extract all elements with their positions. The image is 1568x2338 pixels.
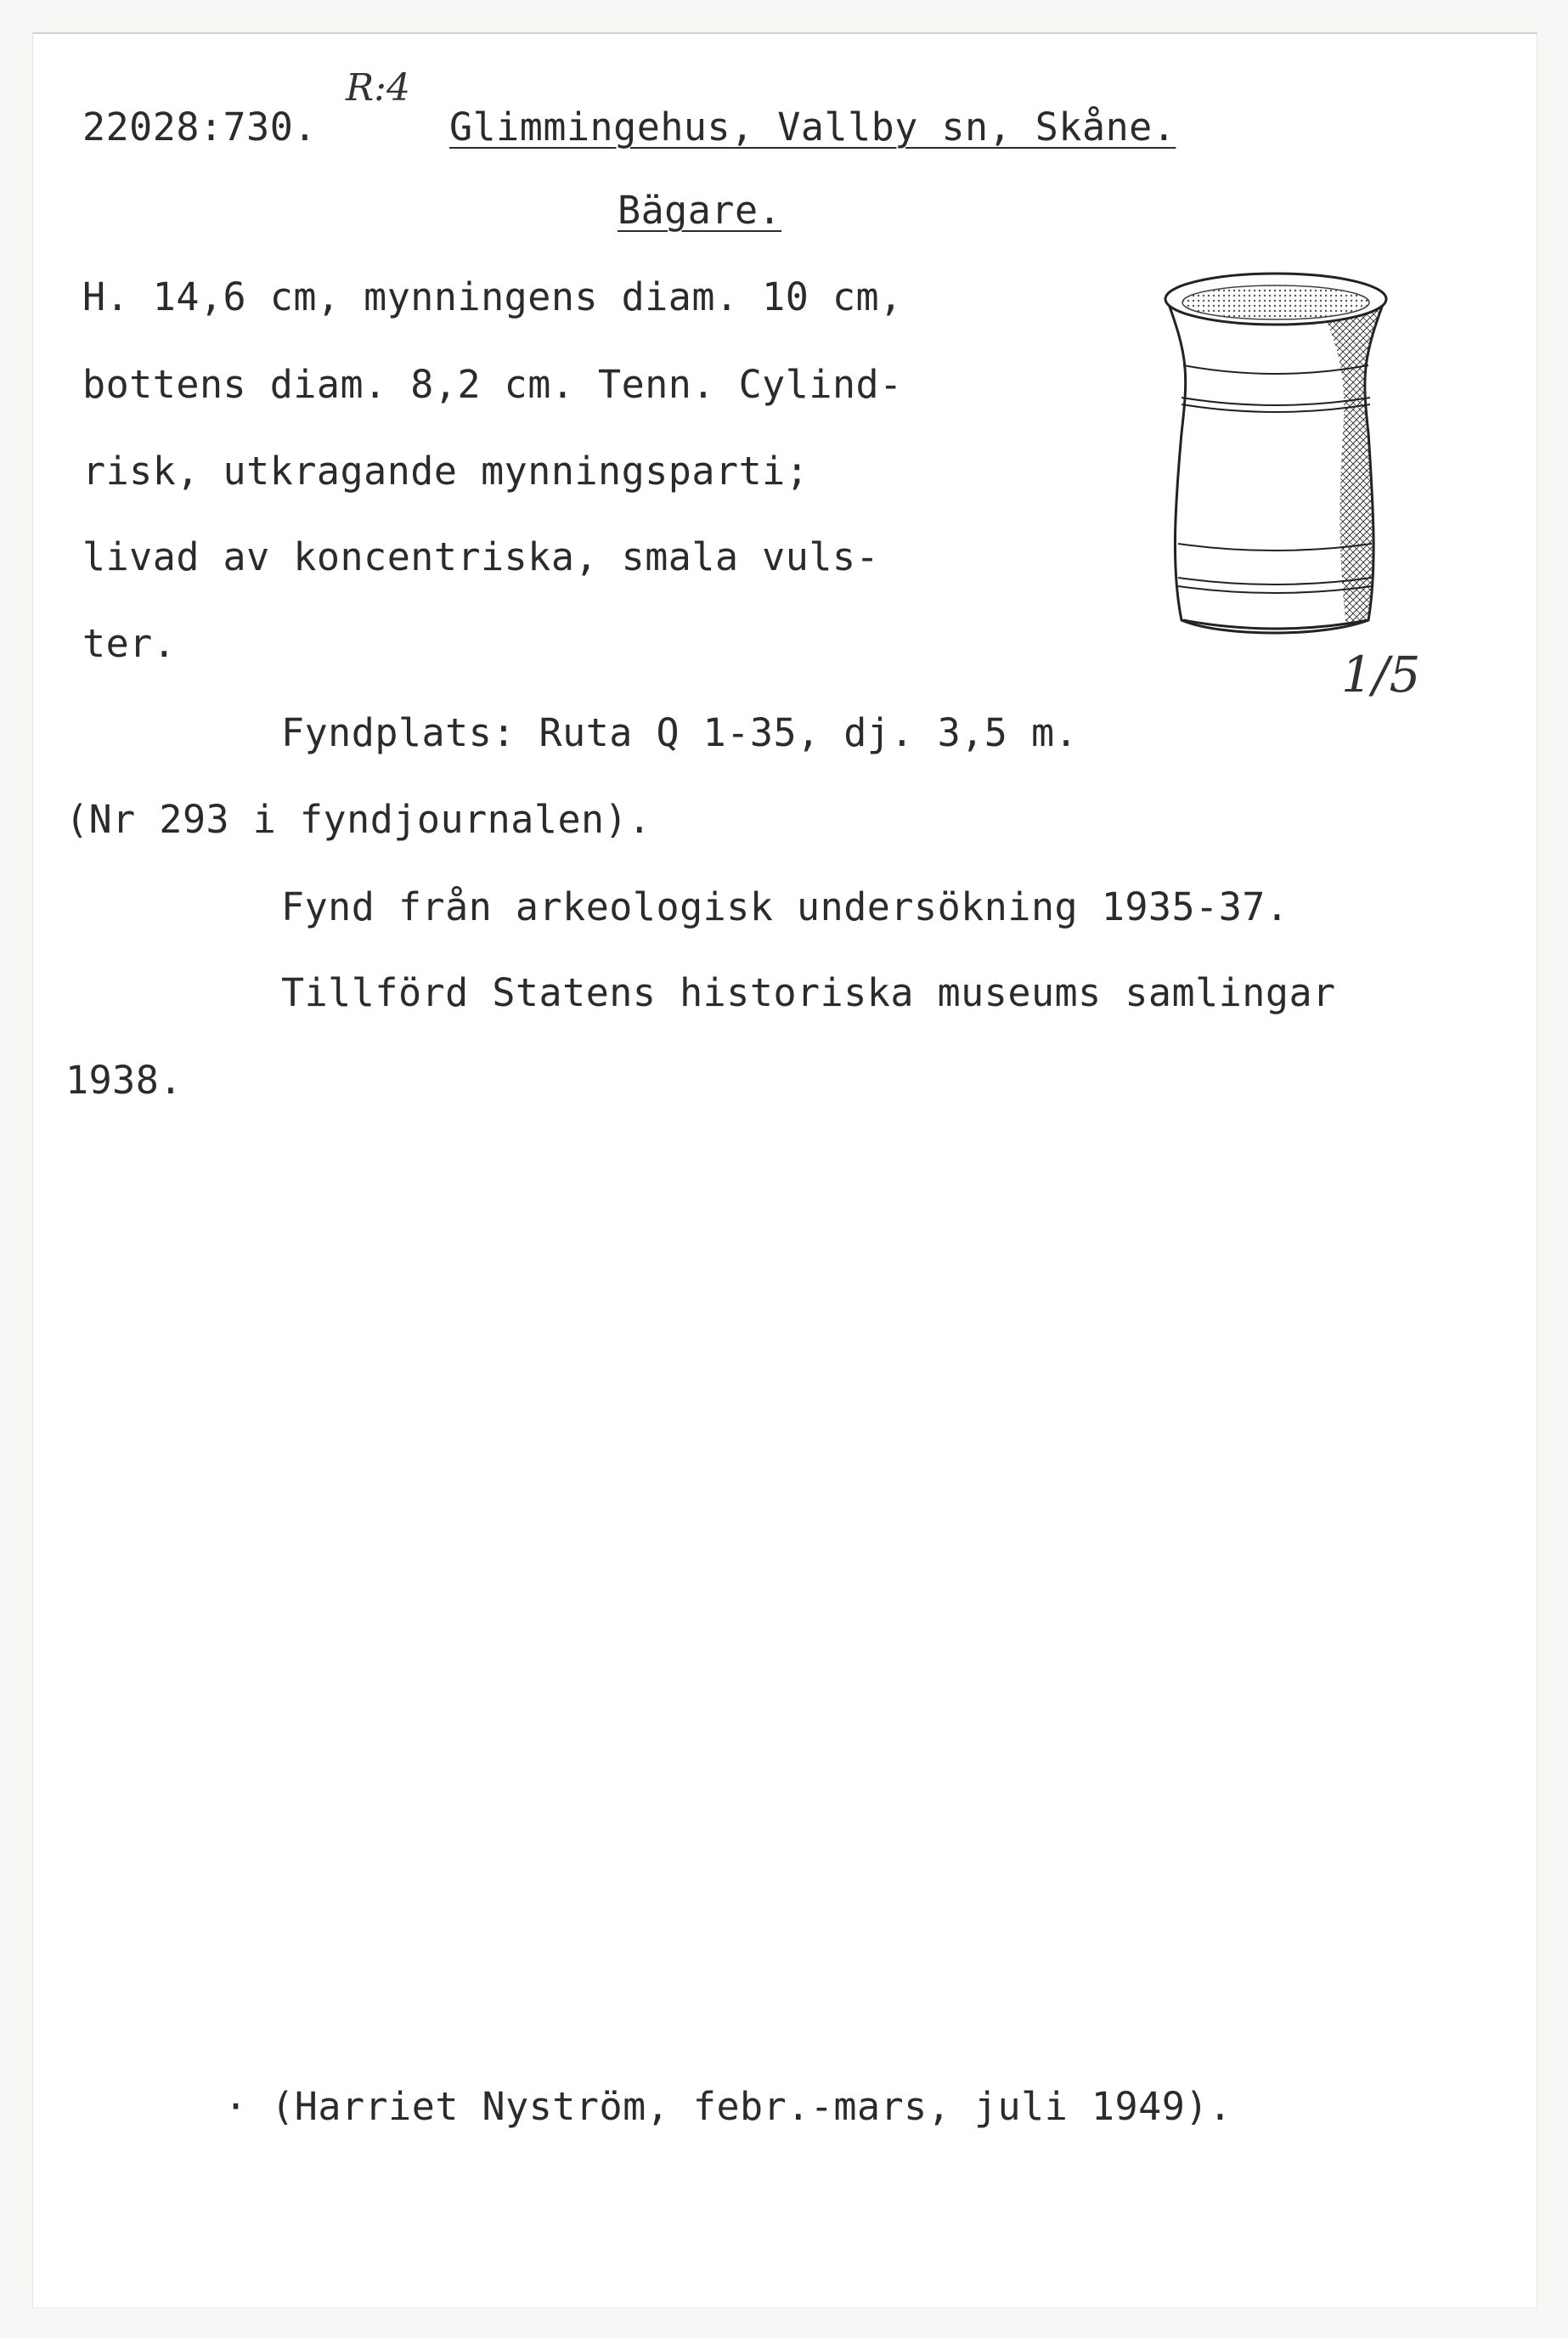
description-line-5: ter. <box>82 621 177 666</box>
description-line-1: H. 14,6 cm, mynningens diam. 10 cm, <box>82 274 903 319</box>
excavation-line: Fynd från arkeologisk undersökning 1935-37. <box>281 884 1289 929</box>
location-heading: Glimmingehus, Vallby sn, Skåne. <box>449 104 1176 150</box>
description-line-3: risk, utkragande mynningsparti; <box>82 449 809 494</box>
findspot-line: Fyndplats: Ruta Q 1-35, dj. 3,5 m. <box>281 710 1079 755</box>
journal-line: (Nr 293 i fyndjournalen). <box>65 797 651 842</box>
author-line: · (Harriet Nyström, febr.-mars, juli 1949). <box>224 2084 1232 2129</box>
scale-annotation: 1/5 <box>1341 646 1421 703</box>
catalog-card <box>32 32 1537 2308</box>
object-name: Bägare. <box>618 188 782 233</box>
accession-line-1: Tillförd Statens historiska museums samlingar <box>281 970 1336 1015</box>
inventory-number: 22028:730. <box>82 104 317 150</box>
description-line-4: livad av koncentriska, smala vuls- <box>82 534 880 579</box>
description-line-2: bottens diam. 8,2 cm. Tenn. Cylind- <box>82 362 903 407</box>
beaker-drawing <box>1146 263 1401 663</box>
inventory-annotation: R:4 <box>346 66 410 110</box>
accession-line-2: 1938. <box>65 1058 183 1103</box>
